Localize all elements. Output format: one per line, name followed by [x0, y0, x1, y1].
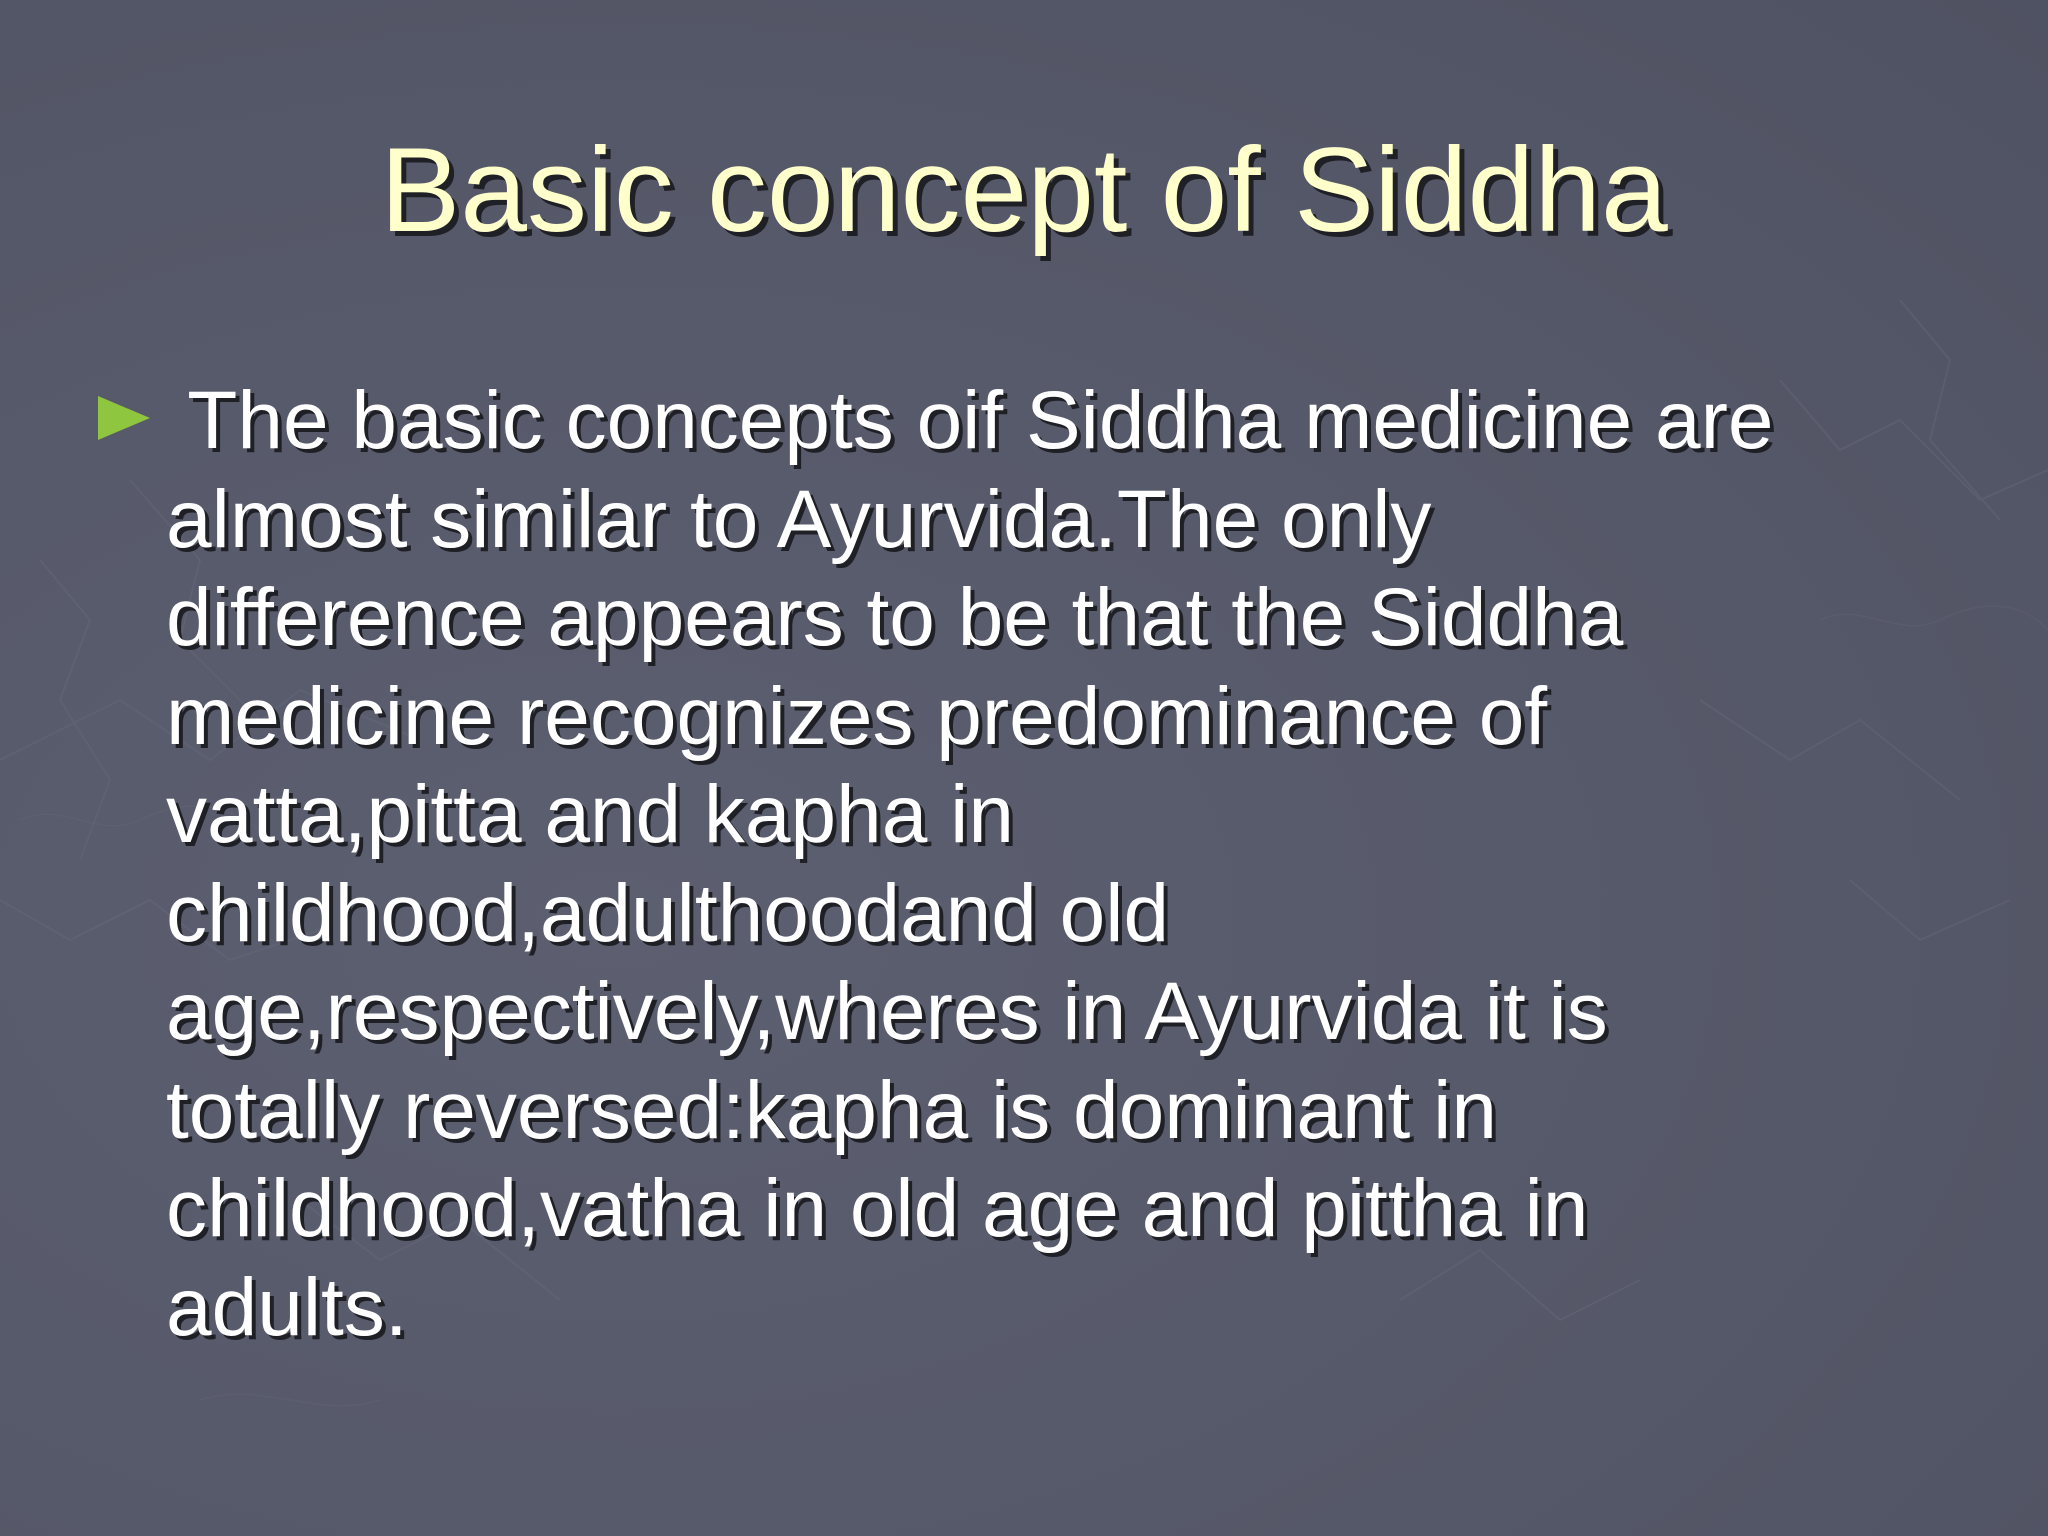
slide-title: Basic concept of Siddha [380, 123, 1668, 257]
bullet-text: The basic concepts oif Siddha medicine are almost similar to Ayurvida.The only difference appears to be that the Siddha medicine recognizes predominance of vatta,pitta and kapha in childhood,adulthoodand old age,respectively,wheres in Ayurvida it is totally reversed:kapha is dominant in childhood,vatha in old age and pittha in adults. [166, 375, 1774, 1353]
bullet-item [0, 372, 2048, 1372]
triangle-bullet-icon [98, 396, 150, 440]
